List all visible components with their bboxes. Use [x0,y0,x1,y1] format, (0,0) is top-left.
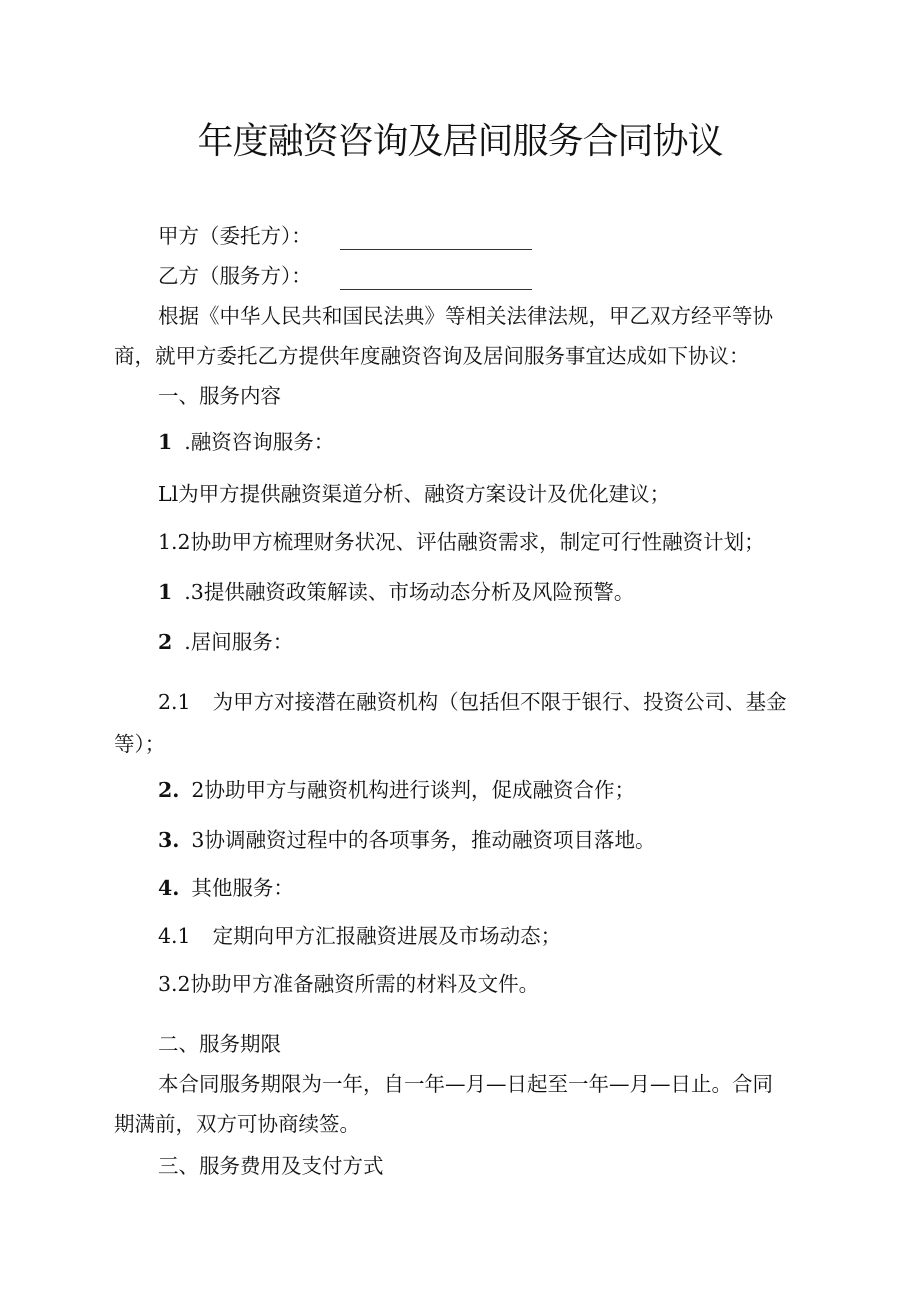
item-4-1-number: 4.1 [158,924,191,948]
item-2-1-number: 2.1 [158,690,191,714]
item-2-3-number: 3. [158,828,180,852]
section-3-heading: 三、服务费用及支付方式 [158,1154,384,1178]
item-1-3-number: 1 [158,580,173,604]
item-1-3-text: .3提供融资政策解读、市场动态分析及风险预警。 [184,580,635,604]
item-1-heading [158,428,334,456]
item-2-number: 2 [158,630,173,654]
item-4-text: 其他服务： [191,876,294,900]
item-4-1 [158,922,561,950]
item-2-3-text: 3协调融资过程中的各项事务，推动融资项目落地。 [191,828,656,852]
intro-paragraph-line-2: 商，就甲方委托乙方提供年度融资咨询及居间服务事宜达成如下协议： [114,344,750,368]
item-1-number: 1 [158,430,173,454]
party-b-row [158,262,532,290]
item-2-1-line-2: 等）； [114,732,166,756]
intro-paragraph-line-1: 根据《中华人民共和国民法典》等相关法律法规，甲乙双方经平等协 [158,304,773,328]
item-4-1-text: 定期向甲方汇报融资进展及市场动态； [212,924,562,948]
party-a-label: 甲方（委托方）： [158,224,312,248]
section-1-heading: 一、服务内容 [158,384,281,408]
document-title: 年度融资咨询及居间服务合同协议 [197,121,723,162]
party-a-row [158,222,532,250]
item-2-2-number: 2. [158,778,180,802]
section-2-heading: 二、服务期限 [158,1032,281,1056]
item-4-heading [158,874,294,902]
item-2-text: .居间服务： [184,630,294,654]
party-b-label: 乙方（服务方）： [158,264,312,288]
item-2-2-text: 2协助甲方与融资机构进行谈判，促成融资合作； [191,778,635,802]
item-2-2 [158,776,635,804]
item-4-number: 4. [158,876,180,900]
party-b-blank-line [340,271,532,290]
party-a-blank-line [340,231,532,250]
item-2-heading [158,628,293,656]
item-1-3 [158,578,634,606]
item-1-1: Ll为甲方提供融资渠道分析、融资方案设计及优化建议； [158,482,671,506]
item-1-text: .融资咨询服务： [184,430,335,454]
item-3-2: 3.2协助甲方准备融资所需的材料及文件。 [158,972,540,996]
item-2-3 [158,826,655,854]
item-2-1-text: 为甲方对接潜在融资机构（包括但不限于银行、投资公司、基金 [212,690,787,714]
item-2-1-line-1 [158,688,787,716]
item-1-2: 1.2协助甲方梳理财务状况、评估融资需求，制定可行性融资计划； [158,530,765,554]
term-paragraph-line-2: 期满前，双方可协商续签。 [114,1112,360,1136]
term-paragraph-line-1: 本合同服务期限为一年，自一年—月—日起至一年—月—日止。合同 [158,1072,773,1096]
